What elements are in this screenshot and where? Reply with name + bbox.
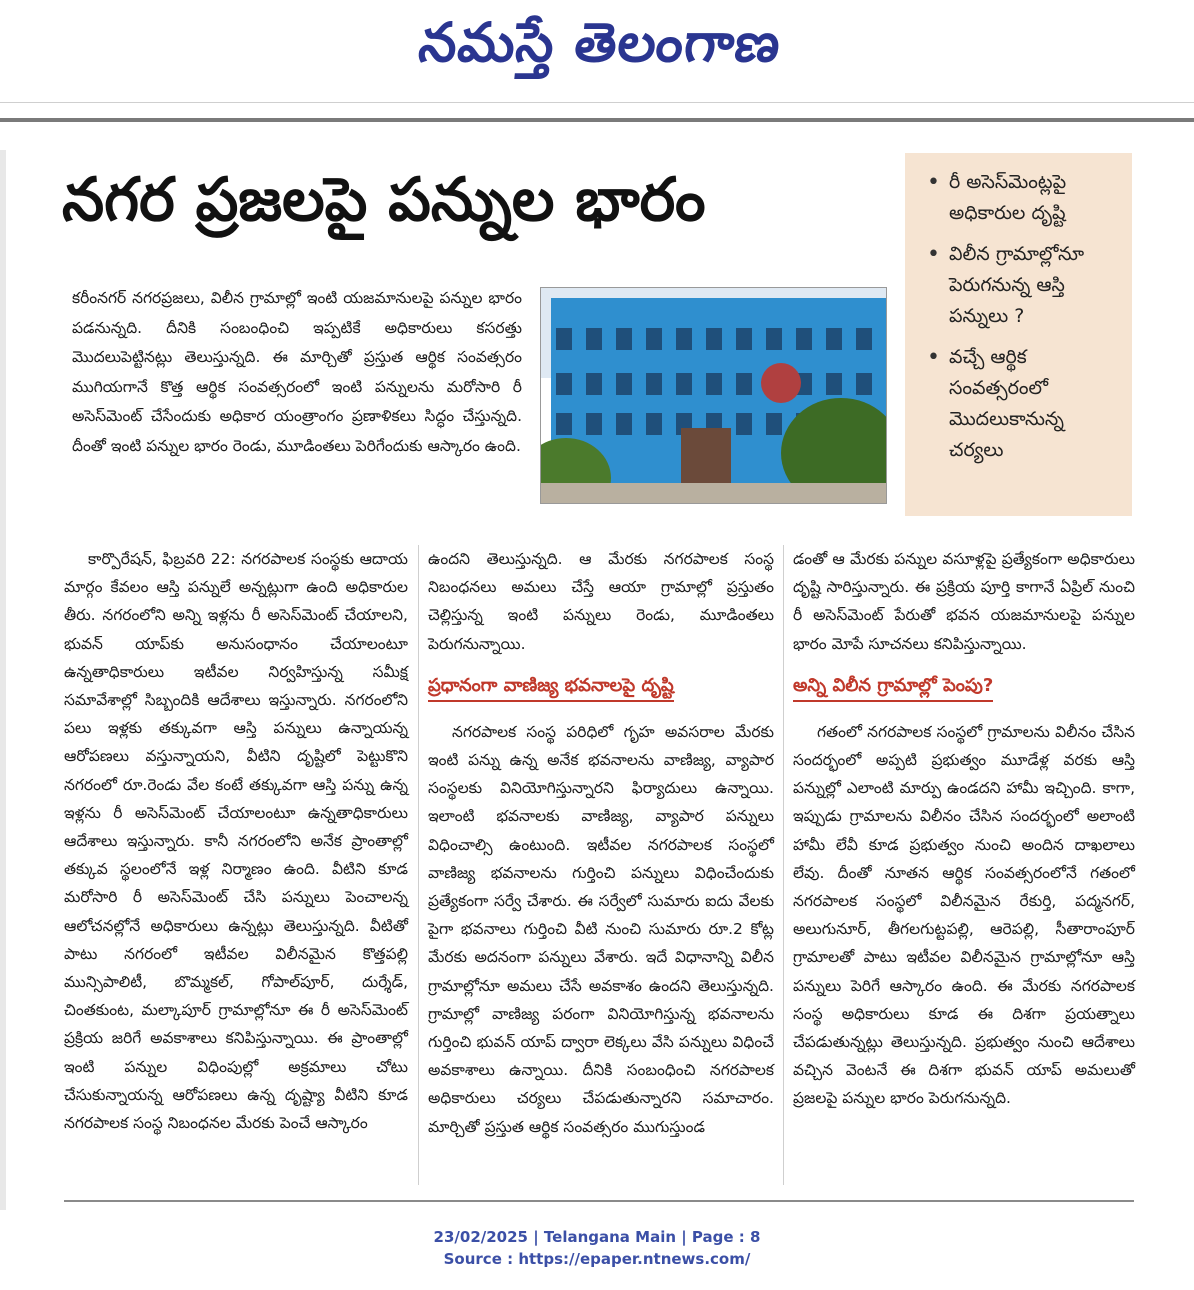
- subheading-commercial-buildings: ప్రధానంగా వాణిజ్య భవనాలపై దృష్టి: [428, 672, 674, 702]
- photo-emblem: [761, 363, 801, 403]
- column-3-text: గతంలో నగరపాలక సంస్థలో గ్రామాలను విలీనం చేసిన సందర్భంలో అప్పటి ప్రభుత్వం మూడేళ్ల వరకు ఆస్తి పన్నుల్లో ఎలాంటి మార్పు ఉండదని హామీ ఇచ్చింది. కాగా, ఇప్పుడు గ్రామాలను విలీనం చేసిన సందర్భంలో అలాంటి హామీ లేవీ కూడ ప్రభుత్వం నుంచి అందిన దాఖలాలు లేవు. దీంతో నూతన ఆర్థిక సంవత్సరంలోనే గతంలో నగరపాలక సంస్థలో విలీనమైన రేకుర్తి, పద్మనగర్, అలుగునూర్, తీగలగుట్టపల్లి, ఆరెపల్లి, సీతారాంపూర్ గ్రామాలతో పాటు ఇటీవల విలీనమైన గ్రామాల్లోనూ ఆస్తి పన్నులు పెరిగే ఆస్కారం ఉంది. ఈ మేరకు నగరపాలక సంస్థ అధికారులు కూడ ఈ దిశగా ప్రయత్నాలు చేపడుతున్నట్లు తెలుస్తున్నది. ప్రభుత్వం నుంచి ఆదేశాలు వచ్చిన వెంటనే ఈ దిశగా భువన్ యాప్ అమలుతో ప్రజలపై పన్నుల భారం పెరుగనున్నది.: [793, 722, 1135, 1108]
- subheading-merged-villages: అన్ని విలీన గ్రామాల్లో పెంపు?: [793, 672, 993, 702]
- footer-source-link[interactable]: Source : https://epaper.ntnews.com/: [443, 1250, 751, 1268]
- photo-ground: [541, 483, 886, 503]
- masthead-thin-rule: [0, 102, 1194, 103]
- building-photo: [540, 287, 887, 504]
- article-column-1: [64, 545, 408, 1185]
- article-intro: కరీంనగర్ నగరప్రజలు, విలీన గ్రామాల్లో ఇంటి యజమానులపై పన్నుల భారం పడనున్నది. దీనికి సంబంధించి ఇప్పటికే అధికారులు కసరత్తు మొదలుపెట్టినట్లు తెలుస్తున్నది. ఈ మార్చితో ప్రస్తుత ఆర్థిక సంవత్సరం ముగియగానే కొత్త ఆర్థిక సంవత్సరంలో ఇంటి పన్నులను మరోసారి రీ అసెస్‌మెంట్ చేసేందుకు అధికార యంత్రాంగం ప్రణాళికలు సిద్ధం చేస్తున్నది. దీంతో ఇంటి పన్నుల భారం రెండు, మూడింతలు పెరిగేందుకు ఆస్కారం ఉంది.: [72, 289, 522, 455]
- highlight-item: • వచ్చే ఆర్థిక సంవత్సరంలో మొదలుకానున్న చర్యలు: [919, 342, 1122, 466]
- column-divider: [783, 545, 784, 1185]
- footer-edition-info: 23/02/2025 | Telangana Main | Page : 8: [433, 1228, 761, 1246]
- photo-window-row: [556, 373, 876, 395]
- article-headline: నగర ప్రజలపై పన్నుల భారం: [62, 165, 706, 235]
- column-2-lead-text: ఉందని తెలుస్తున్నది. ఆ మేరకు నగరపాలక సంస్థ నిబంధనలు అమలు చేస్తే ఆయా గ్రామాల్లో ప్రస్తుతం చెల్లిస్తున్న ఇంటి పన్నులు రెండు, మూడింతలు పెరుగనున్నాయి.: [428, 550, 774, 653]
- article-column-2: [428, 545, 774, 1185]
- bottom-rule: [64, 1200, 1134, 1202]
- column-divider: [418, 545, 419, 1185]
- photo-entrance: [681, 428, 731, 488]
- column-1-text: కార్పొరేషన్, ఫిబ్రవరి 22: నగరపాలక సంస్థకు ఆదాయ మార్గం కేవలం ఆస్తి పన్నులే అన్నట్లుగా ఉంది అధికారుల తీరు. నగరంలోని అన్ని ఇళ్లను రీ అసెస్‌మెంట్ చేయాలని, భువన్ యాప్‌కు అనుసంధానం చేయాలంటూ ఉన్నతాధికారులు ఇటీవల నిర్వహిస్తున్న సమీక్ష సమావేశాల్లో సిబ్బందికి ఆదేశాలు ఇస్తున్నారు. నగరంలోని పలు ఇళ్లకు తక్కువగా ఆస్తి పన్నులు ఉన్నాయన్న ఆరోపణలు వస్తున్నాయని, వీటిని దృష్టిలో పెట్టుకొని నగరంలో రూ.రెండు వేల కంటే తక్కువగా ఆస్తి పన్ను ఉన్న ఇళ్లను రీ అసెస్‌మెంట్ చేయాలంటూ ఉన్నతాధికారులు ఆదేశాలు ఇస్తున్నారు. కానీ నగరంలోని అనేక ప్రాంతాల్లో తక్కువ స్థలంలోనే ఇళ్ల నిర్మాణం ఉంది. వీటిని కూడ మరోసారి రీ అసెస్‌మెంట్ చేసి పన్నులు పెంచాలన్న ఆలోచనల్లోనే అధికారులు ఉన్నట్లు తెలుస్తున్నది. వీటితో పాటు నగరంలో ఇటీవల విలీనమైన కొత్తపల్లి మున్సిపాలిటీ, బొమ్మకల్, గోపాల్‌పూర్, దుర్శేడ్, చింతకుంట, మల్కాపూర్ గ్రామాల్లోనూ ఈ రీ అసెస్‌మెంట్ ప్రక్రియ జరిగే అవకాశాలు కనిపిస్తున్నాయి. ఈ ప్రాంతాల్లో ఇంటి పన్నుల విధింపుల్లో అక్రమాలు చోటు చేసుకున్నాయన్న ఆరోపణలు ఉన్న దృష్ట్యా వీటిని కూడ నగరపాలక సంస్థ నిబంధనల మేరకు పెంచే ఆస్కారం: [64, 550, 408, 1133]
- column-2-text: నగరపాలక సంస్థ పరిధిలో గృహ అవసరాల మేరకు ఇంటి పన్ను ఉన్న అనేక భవనాలను వాణిజ్య, వ్యాపార సంస్థలకు వినియోగిస్తున్నారని ఫిర్యాదులు ఉన్నాయి. ఇలాంటి భవనాలకు వాణిజ్య, వ్యాపార పన్నులు విధించాల్సి ఉంటుంది. ఇటీవల నగరపాలక సంస్థలో వాణిజ్య భవనాలను గుర్తించి పన్నులు విధించేందుకు ప్రత్యేకంగా సర్వే చేశారు. ఈ సర్వేలో సుమారు ఐదు వేలకు పైగా భవనాలు గుర్తించి వీటి నుంచి సుమారు రూ.2 కోట్ల మేరకు అదనంగా పన్నులు వేశారు. ఇదే విధానాన్ని విలీన గ్రామాల్లోనూ అమలు చేసే అవకాశం ఉందని తెలుస్తున్నది. గ్రామాల్లో వాణిజ్య పరంగా వినియోగిస్తున్న భవనాలను గుర్తించి భువన్ యాప్ ద్వారా లెక్కలు వేసి పన్నులు విధించే అవకాశాలు ఉన్నాయి. దీనికి సంబంధించి నగరపాలక అధికారులు చర్యలు చేపడుతున్నారని సమాచారం. మార్చితో ప్రస్తుత ఆర్థిక సంవత్సరం ముగుస్తుండ: [428, 722, 774, 1136]
- highlights-list: [919, 167, 1122, 466]
- masthead: [0, 0, 1194, 122]
- page-footer: [0, 1226, 1194, 1270]
- photo-window-row: [556, 328, 876, 350]
- article-column-3: [793, 545, 1135, 1185]
- highlights-box: [905, 153, 1132, 516]
- highlight-item: • రీ అసెస్‌మెంట్లపై అధికారుల దృష్టి: [919, 167, 1122, 229]
- column-3-lead-text: డంతో ఆ మేరకు పన్నుల వసూళ్లపై ప్రత్యేకంగా అధికారులు దృష్టి సారిస్తున్నారు. ఈ ప్రక్రియ పూర్తి కాగానే ఏప్రిల్ నుంచి రీ అసెస్‌మెంట్ పేరుతో భవన యజమానులపై పన్నుల భారం మోపే సూచనలు కనిపిస్తున్నాయి.: [793, 550, 1135, 653]
- page-edge-strip: [0, 150, 6, 1210]
- newspaper-logo: నమస్తే తెలంగాణ: [415, 11, 785, 74]
- masthead-rule: [0, 118, 1194, 122]
- highlight-item: • విలీన గ్రామాల్లోనూ పెరుగనున్న ఆస్తి పన్నులు ?: [919, 239, 1122, 332]
